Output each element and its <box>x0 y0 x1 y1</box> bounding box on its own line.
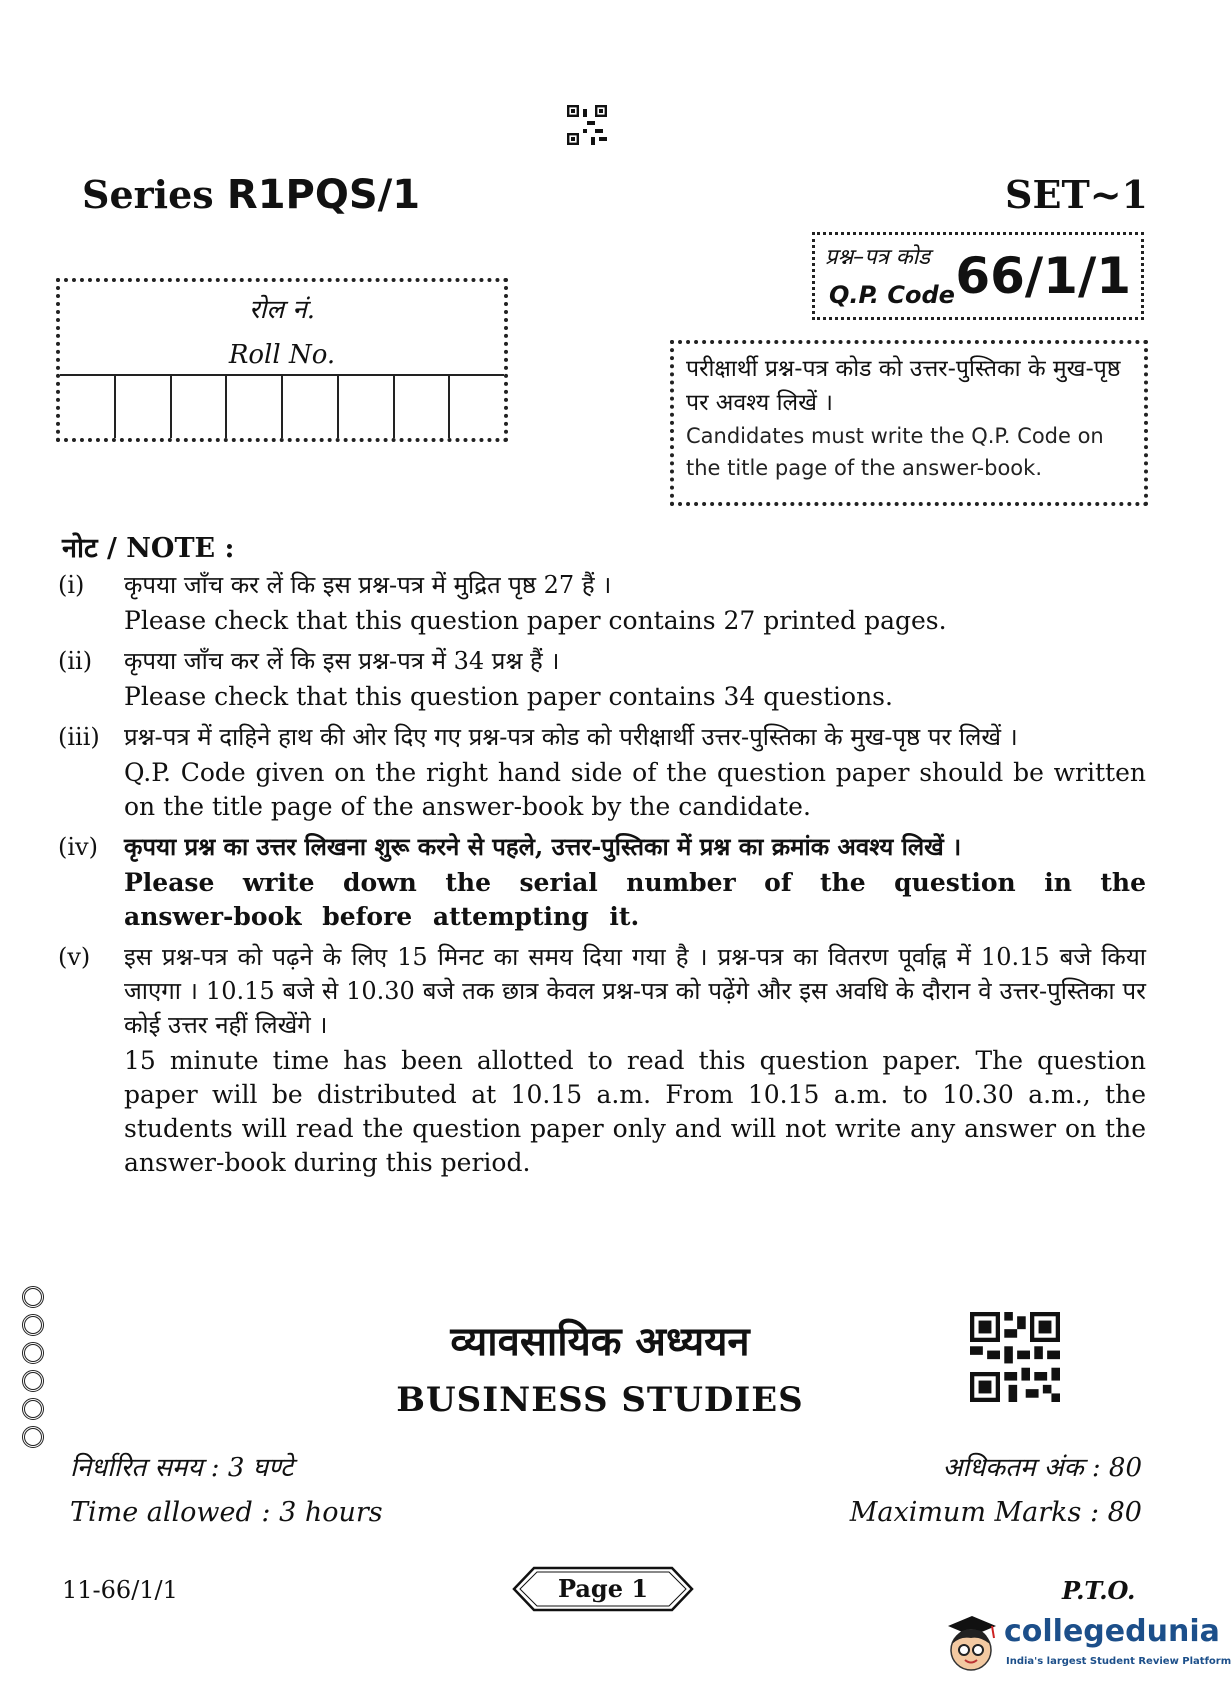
note-heading: नोट / NOTE : <box>62 533 235 564</box>
time-allowed-english: Time allowed : 3 hours <box>70 1497 383 1528</box>
roll-cell <box>116 376 172 438</box>
note-text-english: Please check that this question paper contains 34 questions. <box>124 682 893 711</box>
collegedunia-watermark <box>940 1608 1231 1688</box>
footer-paper-code: 11-66/1/1 <box>62 1576 178 1604</box>
note-item <box>58 644 1146 714</box>
roll-cell <box>395 376 451 438</box>
roll-number-box <box>56 278 508 442</box>
note-text-hindi: इस प्रश्न-पत्र को पढ़ने के लिए 15 मिनट का समय दिया गया है । प्रश्न-पत्र का वितरण पूर्वाह्न में 10.15 बजे किया जाएगा । 10.15 बजे से 10.30 बजे तक छात्र केवल प्रश्न-पत्र को पढ़ेंगे और इस अवधि के दौरान वे उत्तर-पुस्तिका पर कोई उत्तर नहीं लिखेंगे । <box>124 943 1146 1039</box>
subject-title-english: BUSINESS STUDIES <box>396 1380 804 1420</box>
maximum-marks-english: Maximum Marks : 80 <box>849 1497 1142 1528</box>
note-text-english: Q.P. Code given on the right hand side of the question paper should be written on the title page of the answer-book by the candidate. <box>124 758 1146 821</box>
roll-cell <box>172 376 228 438</box>
note-text-english: 15 minute time has been allotted to read this question paper. The question paper will be distributed at 10.15 a.m. From 10.15 a.m. to 10.30 a.m., the students will read the question paper only and will not write any answer on the answer-book during this period. <box>124 1046 1146 1177</box>
pto-label: P.T.O. <box>1062 1576 1136 1605</box>
candidate-instruction-box <box>670 340 1148 506</box>
seal-icon <box>22 1286 44 1308</box>
roll-cell <box>450 376 504 438</box>
page-number-label: Page 1 <box>557 1574 649 1603</box>
brand-name: collegedunia <box>1004 1614 1220 1649</box>
candidate-note-hindi: परीक्षार्थी प्रश्न-पत्र कोड को उत्तर-पुस्तिका के मुख-पृष्ठ पर अवश्य लिखें । <box>686 356 1121 416</box>
note-item <box>58 940 1146 1180</box>
maximum-marks-hindi: अधिकतम अंक : 80 <box>942 1453 1142 1483</box>
note-number: (ii) <box>58 647 93 675</box>
note-number: (v) <box>58 943 91 971</box>
notes-list <box>58 568 1146 1186</box>
roll-cell <box>283 376 339 438</box>
qp-label-hindi: प्रश्न–पत्र कोड <box>825 245 931 270</box>
time-allowed-hindi: निर्धारित समय : 3 घण्टे <box>70 1453 294 1483</box>
note-item <box>58 720 1146 824</box>
roll-cell <box>339 376 395 438</box>
qp-code-box <box>812 232 1144 320</box>
roll-label-english: Roll No. <box>228 340 336 370</box>
note-text-english: Please write down the serial number of the question in the answer-book before attempting it. <box>124 868 1146 931</box>
brand-tagline: India's largest Student Review Platform <box>1006 1656 1231 1667</box>
page-number-badge <box>512 1566 694 1612</box>
note-text-hindi: प्रश्न-पत्र में दाहिने हाथ की ओर दिए गए प्रश्न-पत्र कोड को परीक्षार्थी उत्तर-पुस्तिका के मुख-पृष्ठ पर लिखें । <box>124 723 1018 751</box>
roll-label-hindi: रोल नं. <box>249 295 315 325</box>
note-number: (iv) <box>58 833 98 861</box>
roll-cell <box>60 376 116 438</box>
note-number: (iii) <box>58 723 100 751</box>
set-number: SET~1 <box>1005 172 1148 217</box>
mascot-icon <box>940 1608 1002 1688</box>
note-text-hindi: कृपया जाँच कर लें कि इस प्रश्न-पत्र में 34 प्रश्न हैं । <box>124 647 560 675</box>
series-heading <box>82 172 420 218</box>
seal-icon <box>22 1426 44 1448</box>
series-label: Series <box>82 172 214 217</box>
roll-cell <box>227 376 283 438</box>
qr-code-icon <box>970 1312 1060 1402</box>
qr-code-small-icon <box>567 105 607 145</box>
subject-title-hindi: व्यावसायिक अध्ययन <box>450 1319 750 1365</box>
note-item <box>58 568 1146 638</box>
qp-code-value: 66/1/1 <box>955 247 1131 305</box>
note-item <box>58 830 1146 934</box>
qp-label-english: Q.P. Code <box>829 281 955 309</box>
candidate-note-english: Candidates must write the Q.P. Code on the title page of the answer-book. <box>686 424 1104 480</box>
note-text-hindi: कृपया प्रश्न का उत्तर लिखना शुरू करने से पहले, उत्तर-पुस्तिका में प्रश्न का क्रमांक अवश्य लिखें । <box>124 832 962 861</box>
note-text-hindi: कृपया जाँच कर लें कि इस प्रश्न-पत्र में मुद्रित पृष्ठ 27 हैं । <box>124 571 612 599</box>
series-code: R1PQS/1 <box>226 172 421 218</box>
roll-number-cells <box>60 374 504 438</box>
note-number: (i) <box>58 571 85 599</box>
note-text-english: Please check that this question paper contains 27 printed pages. <box>124 606 947 635</box>
